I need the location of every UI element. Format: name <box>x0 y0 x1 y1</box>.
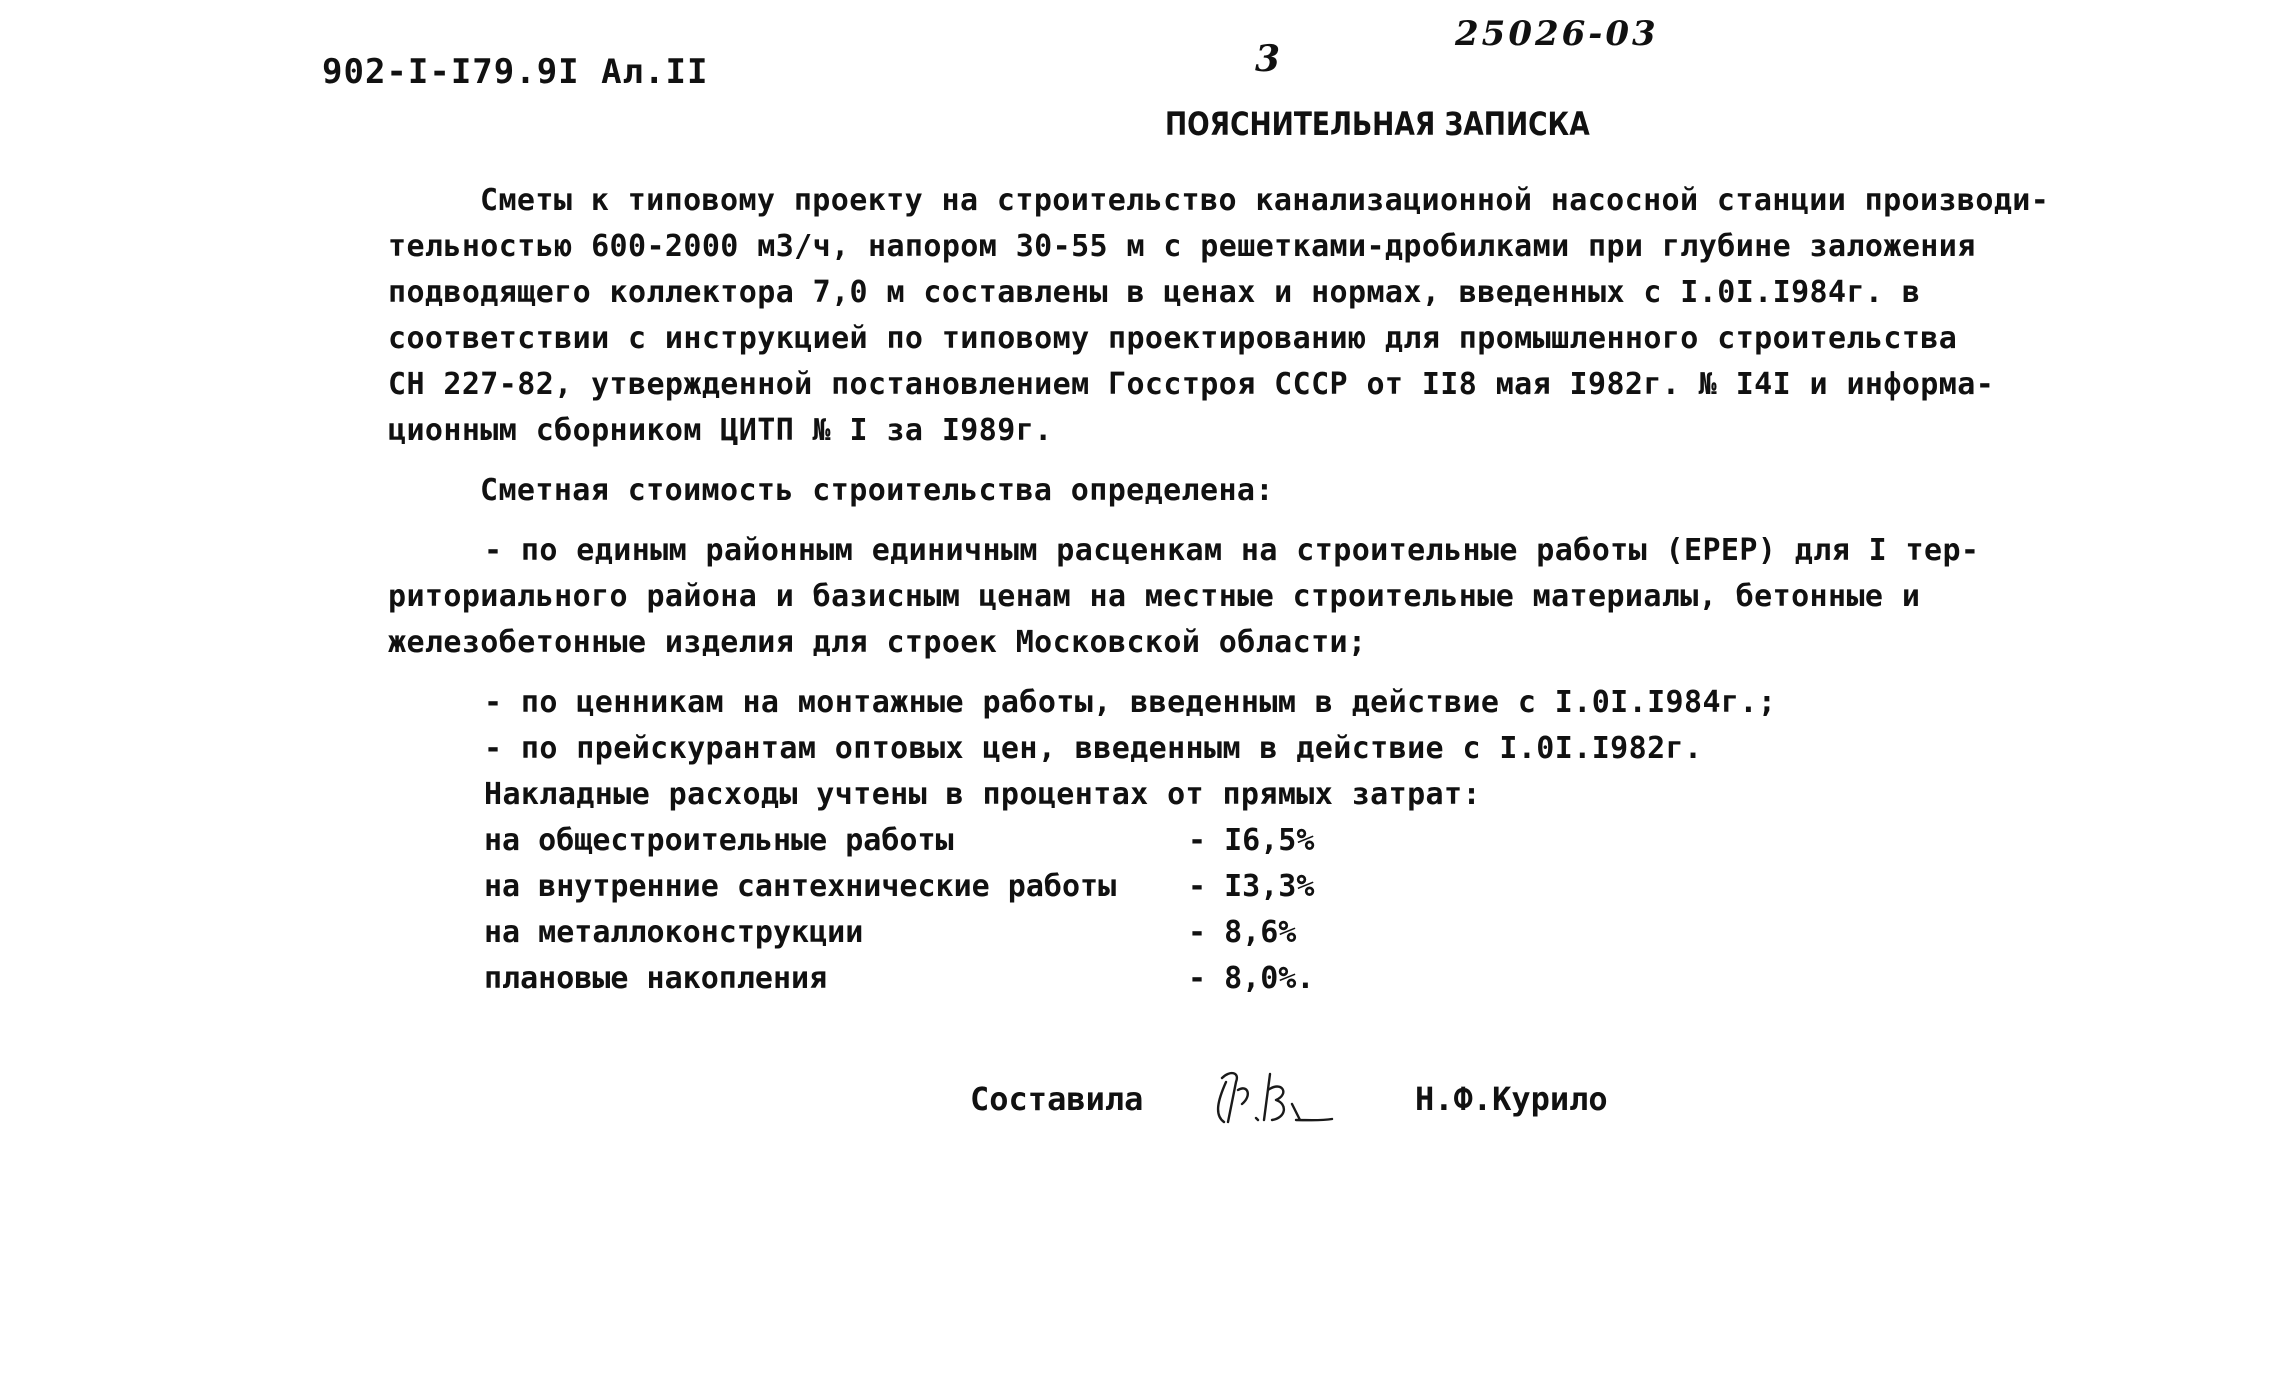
body-line: - по единым районным единичным расценкам на строительные работы (ЕРЕР) для I тер- <box>484 533 1980 568</box>
author-name: Н.Ф.Курило <box>1415 1080 1608 1118</box>
body-line: тельностью 600-2000 м3/ч, напором 30-55 м с решетками-дробилками при глубине заложения <box>388 229 1976 264</box>
body-line: СН 227-82, утвержденной постановлением Госстроя СССР от II8 мая I982г. № I4I и информа- <box>388 367 1995 402</box>
body-line: Накладные расходы учтены в процентах от прямых затрат: <box>484 777 1481 812</box>
signature-icon <box>1200 1060 1335 1140</box>
body-line: Сметная стоимость строительства определена: <box>480 473 1274 508</box>
body-line: - по прейскурантам оптовых цен, введенным в действие с I.0I.I982г. <box>484 731 1703 766</box>
rate-value: - I6,5% <box>1188 823 1315 858</box>
rate-value: - 8,6% <box>1188 915 1297 950</box>
rate-value: - I3,3% <box>1188 869 1315 904</box>
rate-value: - 8,0%. <box>1188 961 1315 996</box>
body-line: соответствии с инструкцией по типовому проектированию для промышленного строительства <box>388 321 1958 356</box>
rate-label: на металлоконструкции <box>484 915 864 950</box>
body-line: железобетонные изделия для строек Московской области; <box>388 625 1367 660</box>
body-line: риториального района и базисным ценам на местные строительные материалы, бетонные и <box>388 579 1921 614</box>
document-code: 902-I-I79.9I Ал.II <box>322 52 709 92</box>
body-line: ционным сборником ЦИТП № I за I989г. <box>388 413 1053 448</box>
rate-label: плановые накопления <box>484 961 828 996</box>
body-line: - по ценникам на монтажные работы, введенным в действие с I.0I.I984г.; <box>484 685 1777 720</box>
page-title: ПОЯСНИТЕЛЬНАЯ ЗАПИСКА <box>1165 105 1590 143</box>
handwritten-number: 25026-03 <box>1455 14 1659 54</box>
rate-label: на внутренние сантехнические работы <box>484 869 1117 904</box>
rate-label: на общестроительные работы <box>484 823 954 858</box>
page-number: 3 <box>1255 38 1281 80</box>
body-line: Сметы к типовому проекту на строительство канализационной насосной станции производи- <box>480 183 2050 218</box>
composed-label: Составила <box>970 1080 1144 1118</box>
body-line: подводящего коллектора 7,0 м составлены в ценах и нормах, введенных с I.0I.I984г. в <box>388 275 1921 310</box>
